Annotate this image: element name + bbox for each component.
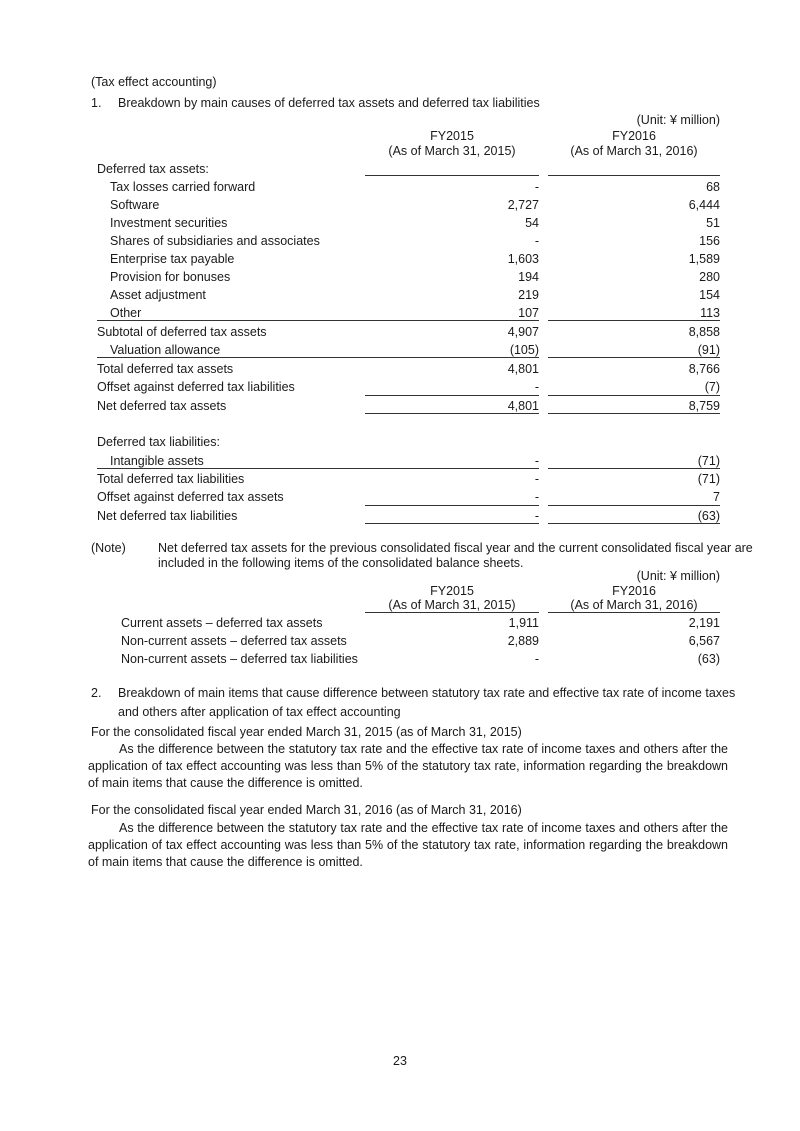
table-row-label: Deferred tax assets: [97,162,209,176]
table-cell-fy2015: 4,801 [507,399,539,413]
page-number: 23 [393,1054,407,1068]
table-row-label: Net deferred tax assets [97,399,227,413]
table-cell-fy2015: 54 [525,216,539,230]
note-text-line2: included in the following items of the consolidated balance sheets. [158,556,524,570]
table-cell-fy2016: (71) [697,472,720,486]
net-underline [548,523,720,524]
total-rule [97,357,539,358]
table-cell-fy2015: 1,603 [507,252,539,266]
fy2015-heading: For the consolidated fiscal year ended March 31, 2015 (as of March 31, 2015) [91,725,522,739]
table-cell-fy2015: 4,801 [507,362,539,376]
table-cell-fy2016: 1,589 [688,252,720,266]
table-cell-fy2016: (63) [697,652,720,666]
table-row-label: Total deferred tax assets [97,362,234,376]
table-row-label: Enterprise tax payable [110,252,235,266]
total-rule [548,357,720,358]
note-col2-head-date: (As of March 31, 2016) [570,598,698,612]
table-cell-fy2015: - [534,509,539,523]
table-row-label: Deferred tax liabilities: [97,435,220,449]
table-cell-fy2016: 8,858 [688,325,720,339]
table-cell-fy2016: 6,444 [688,198,720,212]
table-row-label: Current assets – deferred tax assets [121,616,323,630]
table-cell-fy2015: 2,727 [507,198,539,212]
item1-unit: (Unit: ¥ million) [636,113,720,127]
net-underline [365,523,539,524]
table-cell-fy2016: 156 [699,234,720,248]
table-row-label: Other [110,306,142,320]
item1-col1-head-year: FY2015 [430,129,474,143]
net-underline [548,413,720,414]
total-rule [97,468,539,469]
note-col1-head-year: FY2015 [430,584,474,598]
table-cell-fy2015: - [534,180,539,194]
table-cell-fy2015: 107 [518,306,539,320]
total-rule [548,468,720,469]
note-unit: (Unit: ¥ million) [636,569,720,583]
table-row-label: Non-current assets – deferred tax liabilities [121,652,358,666]
note-text-line1: Net deferred tax assets for the previous consolidated fiscal year and the current consolidated fiscal year are [158,541,753,555]
table-cell-fy2016: 2,191 [688,616,720,630]
note-col1-head-date: (As of March 31, 2015) [388,598,516,612]
subtotal-rule [548,320,720,321]
subtotal-rule [97,320,539,321]
table-row-label: Tax losses carried forward [110,180,256,194]
table-row-label: Total deferred tax liabilities [97,472,245,486]
item1-number: 1. [91,96,102,110]
fy2016-heading: For the consolidated fiscal year ended March 31, 2016 (as of March 31, 2016) [91,803,522,817]
table-cell-fy2016: (91) [697,343,720,357]
table-row-label: Non-current assets – deferred tax assets [121,634,347,648]
table-cell-fy2016: (71) [697,454,720,468]
table-cell-fy2015: - [534,380,539,394]
table-cell-fy2016: 6,567 [688,634,720,648]
table-row-label: Net deferred tax liabilities [97,509,238,523]
note-col2-head-year: FY2016 [612,584,656,598]
table-cell-fy2015: 2,889 [507,634,539,648]
table-row-label: Shares of subsidiaries and associates [110,234,320,248]
item1-col2-head-date: (As of March 31, 2016) [570,144,698,158]
table-cell-fy2016: 113 [700,306,720,320]
table-cell-fy2016: (63) [697,509,720,523]
net-rule [548,505,720,506]
fy2016-paragraph: As the difference between the statutory tax rate and the effective tax rate of income taxes and others after the application of tax effect accounting was less than 5% of the statutory tax rate, information regarding the breakdown of main items that cause the difference is omitted. [88,821,728,869]
table-cell-fy2015: (105) [509,343,539,357]
table-row-label: Investment securities [110,216,228,230]
note-label: (Note) [91,541,126,555]
item1-col1-head-date: (As of March 31, 2015) [388,144,516,158]
table-cell-fy2015: - [534,454,539,468]
table-cell-fy2016: 280 [699,270,720,284]
table-cell-fy2016: 8,766 [688,362,720,376]
table-cell-fy2016: (7) [704,380,720,394]
table-row-label: Subtotal of deferred tax assets [97,325,267,339]
net-rule [365,505,539,506]
table-cell-fy2016: 51 [706,216,720,230]
table-cell-fy2016: 8,759 [688,399,720,413]
table-row-label: Provision for bonuses [110,270,231,284]
table-cell-fy2015: 219 [518,288,539,302]
table-cell-fy2015: - [534,234,539,248]
item1-title: Breakdown by main causes of deferred tax assets and deferred tax liabilities [118,96,540,110]
column-divider [548,612,720,613]
net-rule [365,395,539,396]
section-title: (Tax effect accounting) [91,75,217,89]
table-cell-fy2016: 7 [713,490,720,504]
table-row-label: Asset adjustment [110,288,206,302]
net-underline [365,413,539,414]
table-row-label: Offset against deferred tax liabilities [97,380,295,394]
net-rule [548,395,720,396]
table-row-label: Valuation allowance [110,343,221,357]
item2-number: 2. [91,686,102,700]
table-cell-fy2015: - [534,490,539,504]
table-row-label: Intangible assets [110,454,204,468]
table-cell-fy2015: 1,911 [508,616,539,630]
column-divider [365,612,539,613]
table-cell-fy2015: 4,907 [507,325,539,339]
table-cell-fy2016: 68 [706,180,720,194]
table-cell-fy2016: 154 [699,288,720,302]
table-cell-fy2015: 194 [518,270,539,284]
column-divider [548,175,720,176]
item1-col2-head-year: FY2016 [612,129,656,143]
table-cell-fy2015: - [534,472,539,486]
table-row-label: Software [110,198,160,212]
table-cell-fy2015: - [534,652,539,666]
item2-title-line2: and others after application of tax effect accounting [118,705,401,719]
table-row-label: Offset against deferred tax assets [97,490,284,504]
column-divider [365,175,539,176]
fy2015-paragraph: As the difference between the statutory tax rate and the effective tax rate of income taxes and others after the application of tax effect accounting was less than 5% of the statutory tax rate, information regarding the breakdown of main items that cause the difference is omitted. [88,742,728,790]
item2-title-line1: Breakdown of main items that cause difference between statutory tax rate and effective tax rate of income taxes [118,686,736,700]
